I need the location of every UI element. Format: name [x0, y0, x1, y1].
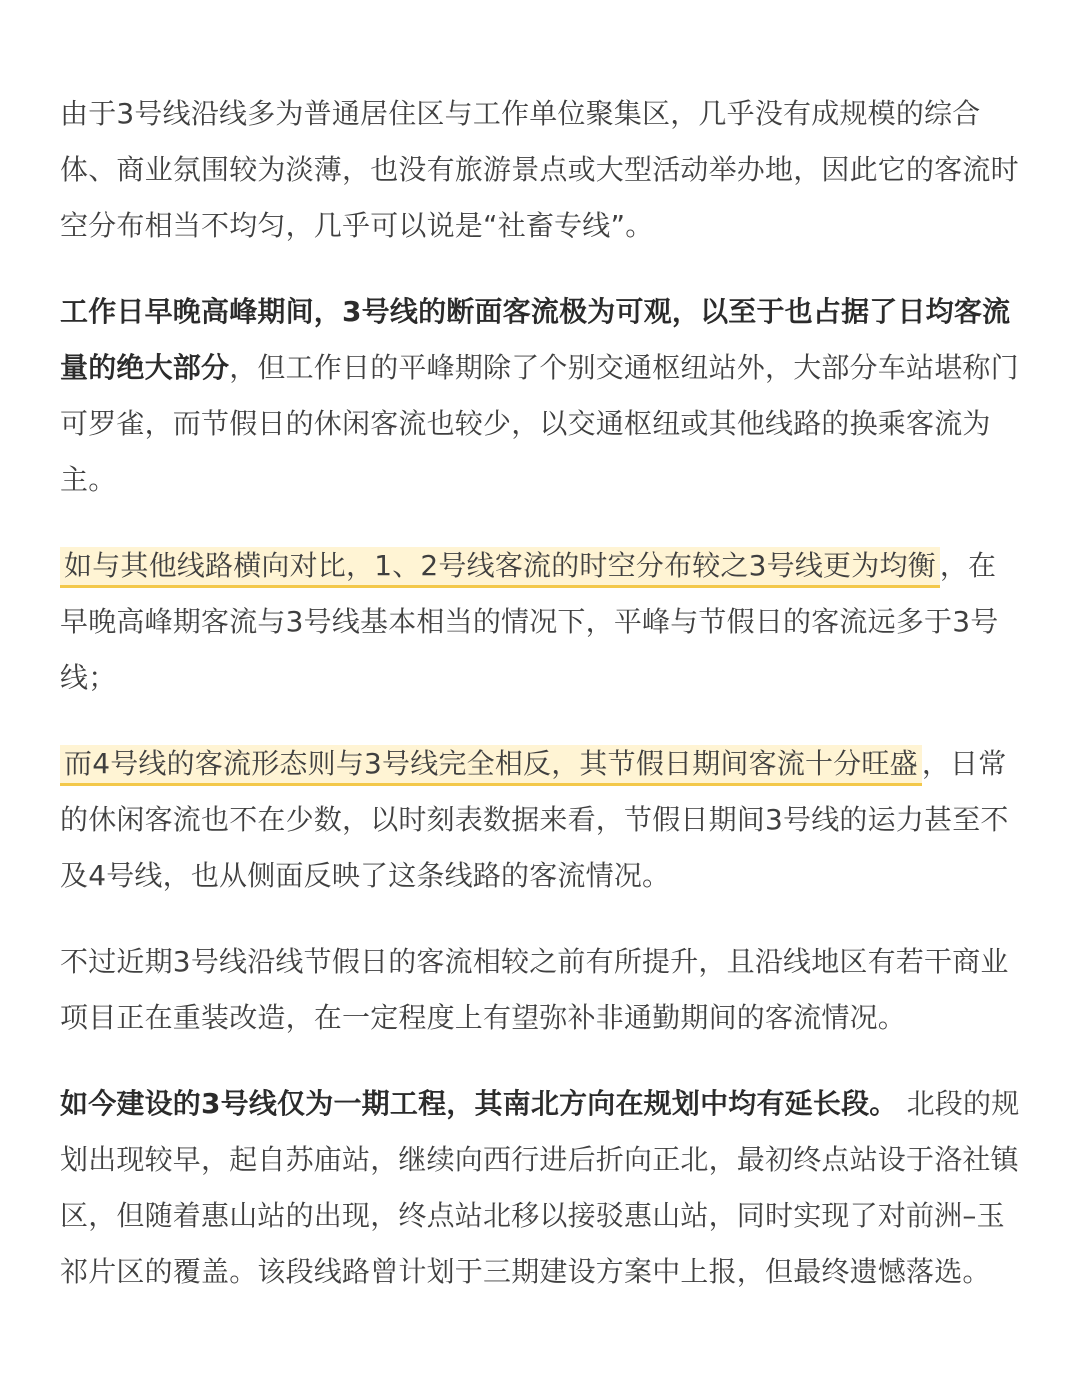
paragraph-6-bold-text: 如今建设的3号线仅为一期工程，其南北方向在规划中均有延长段。	[60, 1087, 898, 1120]
paragraph-3	[60, 538, 1022, 706]
paragraph-2-text: ，但工作日的平峰期除了个别交通枢纽站外，大部分车站堪称门可罗雀，而节假日的休闲客流也较少，以交通枢纽或其他线路的换乘客流为主。	[60, 351, 1019, 496]
paragraph-1-text: 由于3号线沿线多为普通居住区与工作单位聚集区，几乎没有成规模的综合体、商业氛围较为淡薄，也没有旅游景点或大型活动举办地，因此它的客流时空分布相当不均匀，几乎可以说是“社畜专线”。	[60, 97, 1019, 242]
paragraph-2-bold-text: 工作日早晚高峰期间，3号线的断面客流极为可观，以至于也占据了日均客流量的绝大部分	[60, 295, 1011, 384]
paragraph-4	[60, 736, 1022, 904]
paragraph-4-text: ，日常的休闲客流也不在少数，以时刻表数据来看，节假日期间3号线的运力甚至不及4号线，也从侧面反映了这条线路的客流情况。	[60, 747, 1009, 892]
paragraph-3-text: ，在早晚高峰期客流与3号线基本相当的情况下，平峰与节假日的客流远多于3号线；	[60, 549, 999, 694]
paragraph-6-text: 北段的规划出现较早，起自苏庙站，继续向西行进后折向正北，最初终点站设于洛社镇区，但随着惠山站的出现，终点站北移以接驳惠山站，同时实现了对前洲–玉祁片区的覆盖。该段线路曾计划于三期建设方案中上报，但最终遗憾落选。	[60, 1087, 1020, 1288]
paragraph-3-highlighted-text: 如与其他线路横向对比，1、2号线客流的时空分布较之3号线更为均衡	[60, 547, 940, 588]
paragraph-1	[60, 86, 1022, 254]
paragraph-6	[60, 1076, 1022, 1300]
paragraph-4-highlighted-text: 而4号线的客流形态则与3号线完全相反，其节假日期间客流十分旺盛	[60, 745, 922, 786]
paragraph-2	[60, 284, 1022, 508]
paragraph-5	[60, 934, 1022, 1046]
article-body	[60, 86, 1022, 1330]
paragraph-5-text: 不过近期3号线沿线节假日的客流相较之前有所提升，且沿线地区有若干商业项目正在重装改造，在一定程度上有望弥补非通勤期间的客流情况。	[60, 945, 1009, 1034]
